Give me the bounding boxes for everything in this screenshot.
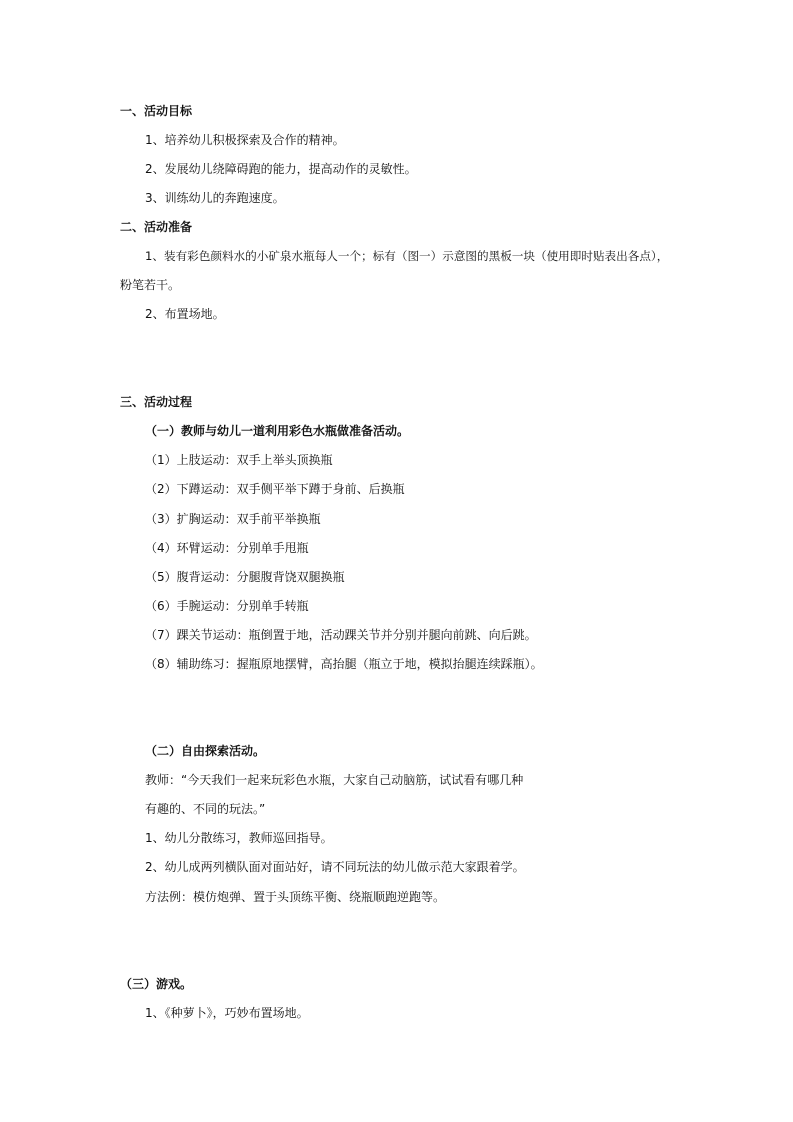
warmup-item: （8）辅助练习：握瓶原地摆臂，高抬腿（瓶立于地，模拟抬腿连续踩瓶）。 <box>145 657 543 671</box>
warmup-item: （4）环臂运动：分别单手甩瓶 <box>145 541 309 555</box>
warmup-item: （7）踝关节运动：瓶倒置于地，活动踝关节并分别并腿向前跳、向后跳。 <box>145 628 537 642</box>
exploration-item: 1、幼儿分散练习，教师巡回指导。 <box>145 831 333 845</box>
section-heading-objectives: 一、活动目标 <box>120 104 193 118</box>
warmup-item: （3）扩胸运动：双手前平举换瓶 <box>145 512 321 526</box>
warmup-item: （6）手腕运动：分别单手转瓶 <box>145 599 309 613</box>
preparation-item: 1、装有彩色颜料水的小矿泉水瓶每人一个；标有（图一）示意图的黑板一块（使用即时贴表出各点）， <box>145 249 669 263</box>
teacher-quote-line: 有趣的、不同的玩法。” <box>145 802 266 816</box>
warmup-item: （2）下蹲运动：双手侧平举下蹲于身前、后换瓶 <box>145 482 405 496</box>
section-heading-process: 三、活动过程 <box>120 395 193 409</box>
objective-item: 3、训练幼儿的奔跑速度。 <box>145 191 285 205</box>
subsection-heading-warmup: （一）教师与幼儿一道利用彩色水瓶做准备活动。 <box>145 424 410 438</box>
section-heading-preparation: 二、活动准备 <box>120 220 193 234</box>
preparation-item: 2、布置场地。 <box>145 307 225 321</box>
subsection-heading-free-exploration: （二）自由探索活动。 <box>145 744 266 758</box>
objective-item: 1、培养幼儿积极探索及合作的精神。 <box>145 133 345 147</box>
warmup-item: （5）腹背运动：分腿腹背饶双腿换瓶 <box>145 570 345 584</box>
objective-item: 2、发展幼儿绕障碍跑的能力，提高动作的灵敏性。 <box>145 162 417 176</box>
subsection-heading-game: （三）游戏。 <box>120 977 193 991</box>
exploration-item: 2、幼儿成两列横队面对面站好，请不同玩法的幼儿做示范大家跟着学。 <box>145 860 525 874</box>
game-item: 1、《种萝卜》，巧妙布置场地。 <box>145 1006 309 1020</box>
teacher-quote-line: 教师：“今天我们一起来玩彩色水瓶，大家自己动脑筋，试试看有哪几种 <box>145 773 524 787</box>
warmup-item: （1）上肢运动：双手上举头顶换瓶 <box>145 453 333 467</box>
exploration-item: 方法例：模仿炮弹、置于头顶练平衡、绕瓶顺跑逆跑等。 <box>145 890 446 904</box>
preparation-item-continued: 粉笔若干。 <box>120 278 181 292</box>
